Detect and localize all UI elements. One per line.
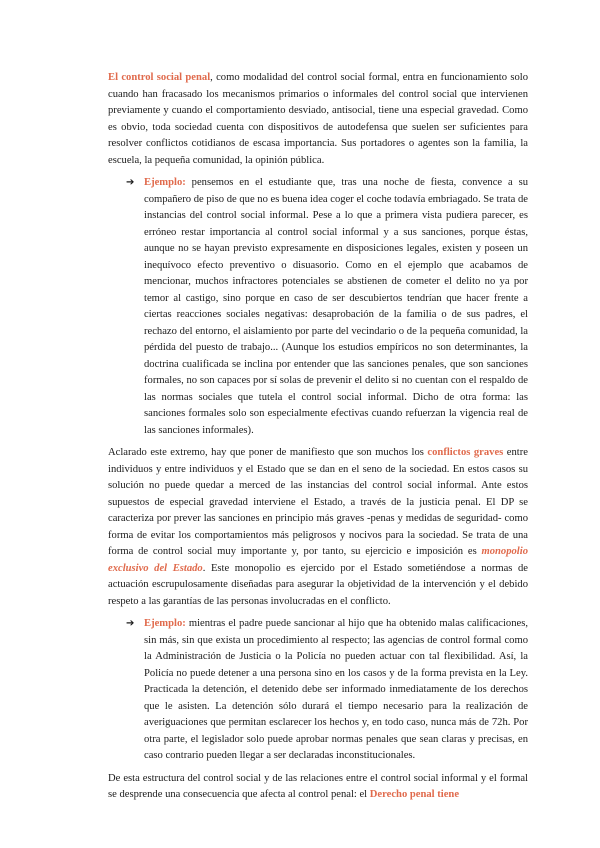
- paragraph-text: , como modalidad del control social formal, entra en funcionamiento solo cuando han fracasado los mecanismos primarios o informales del control social que intervienen previamente y cuando el comportamiento desviado, antisocial, tiene una especial gravedad. Como es obvio, toda sociedad cuenta con dispositivos de autodefensa que suelen ser suficientes para resolver conflictos cotidianos de escasa importancia. Sus portadores o agentes son la familia, la escuela, la pequeña comunidad, la opinión pública.: [108, 72, 528, 166]
- arrow-bullet-icon: ➔: [126, 177, 135, 188]
- term-monopolio-exclusivo: monopolio exclusivo del Estado: [108, 546, 528, 574]
- example-bullet-formal: [126, 616, 528, 765]
- paragraph-text: . Este monopolio es ejercido por el Estado sometiéndose a normas de actuación escrupulosamente diseñadas para asegurar la objetividad de la intervención y el debido respeto a las garantías de las personas involucradas en el conflicto.: [108, 562, 528, 607]
- example-text: mientras el padre puede sancionar al hijo que ha obtenido malas calificaciones, sin más, sin que exista un procedimiento al respecto; las agencias de control formal como la Administración de Justicia o la Policía no pueden actuar con tal flexibilidad. Así, la Policía no puede detener a una persona sino en los casos y de la forma prevista en la Ley. Practicada la detención, el detenido debe ser informado inmediatamente de los derechos que le asisten. La detención sólo durará el tiempo necesario para la realización de averiguaciones que permitan esclarecer los hechos y, en todo caso, nunca más de 72h. Por otra parte, el legislador solo puede aprobar normas penales que sean claras y precisas, en caso contrario pueden llegar a ser declaradas inconstitucionales.: [144, 618, 528, 761]
- paragraph-text: Aclarado este extremo, hay que poner de manifiesto que son muchos los: [108, 447, 428, 458]
- paragraph-consecuencia: [108, 771, 528, 804]
- term-conflictos-graves: conflictos graves: [427, 447, 504, 458]
- arrow-bullet-icon: ➔: [126, 618, 135, 629]
- term-derecho-penal: Derecho penal tiene: [369, 789, 460, 800]
- example-label: Ejemplo:: [144, 177, 186, 188]
- example-label: Ejemplo:: [144, 618, 186, 629]
- example-bullet-informal: [126, 175, 528, 439]
- term-control-social-penal: El control social penal: [108, 72, 211, 83]
- paragraph-conflictos-graves: [108, 445, 528, 610]
- paragraph-control-social-penal: [108, 70, 528, 169]
- example-text: pensemos en el estudiante que, tras una noche de fiesta, convence a su compañero de piso de que no es buena idea coger el coche todavía embriagado. Se trata de instancias del control social informal. Pese a lo que a primera vista pudiera parecer, es erróneo restar importancia al control social informal y a sus sanciones, porque éstas, aunque no se hayan previsto expresamente en disposiciones legales, existen y poseen un inequívoco efecto preventivo o disuasorio. Como en el ejemplo que acabamos de mencionar, muchos infractores potenciales se abstienen de cometer el delito no ya por temor al castigo, sino porque en caso de ser descubiertos tendrían que hacer frente a ciertas reacciones sociales negativas: desaprobación de la familia o de sus padres, el rechazo del entorno, el aislamiento por parte del vecindario o de la pequeña comunidad, la pérdida del puesto de trabajo... (Aunque los estudios empíricos no son determinantes, la doctrina cualificada se inclina por entender que las sanciones penales, que son sanciones formales, no son capaces por sí solas de prevenir el delito si no cuentan con el respaldo de las normas sociales que tutela el control social informal. Dicho de otra forma: las sanciones formales solo son especialmente efectivas cuando refuerzan la vigencia real de las sanciones informales).: [144, 177, 528, 436]
- paragraph-text: De esta estructura del control social y de las relaciones entre el control social informal y el formal se desprende una consecuencia que afecta al control penal: el: [108, 772, 528, 800]
- paragraph-text: entre individuos y entre individuos y el Estado que se dan en el seno de la sociedad. En estos casos su solución no puede quedar a merced de las instancias del control social informal. Ante estos supuestos de especial gravedad interviene el Estado, a través de la justicia penal. El DP se caracteriza por prever las sanciones en principio más graves -penas y medidas de seguridad- como forma de evitar los comportamientos más peligrosos y nocivos para la sociedad. Se trata de una forma de control social muy importante y, por tanto, su ejercicio e imposición es: [108, 447, 528, 557]
- document-page: [108, 70, 528, 810]
